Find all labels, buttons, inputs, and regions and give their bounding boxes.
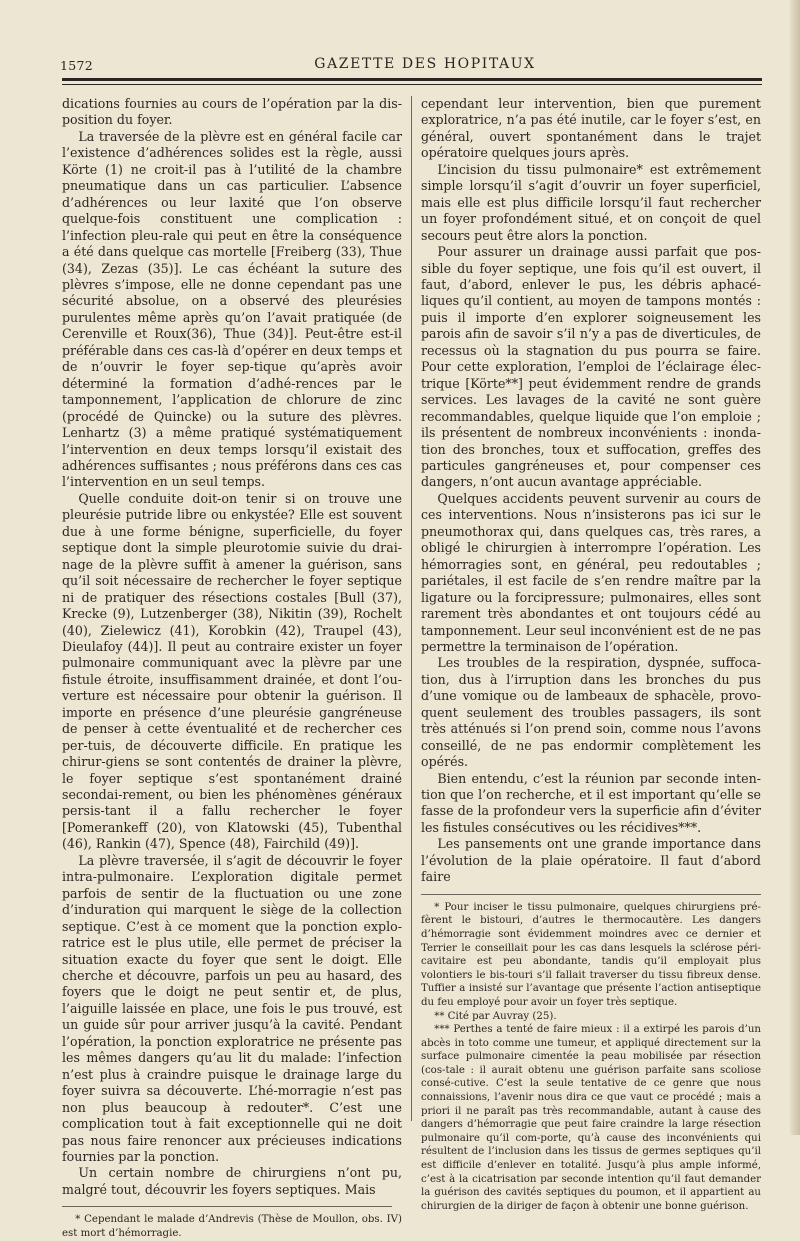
page-number: 1572 (60, 58, 94, 73)
paragraph: dications fournies au cours de l’opération par la dis-position du foyer. (62, 96, 402, 128)
header-rule-thin (62, 84, 762, 85)
running-title: GAZETTE DES HOPITAUX (314, 56, 536, 72)
paragraph: La plèvre traversée, il s’agit de découvrir le foyer intra-pulmonaire. L’exploration digitale permet parfois de sentir de la fluctuation ou une zone d’induration qui marquent le siège de la collection septique. C’est à ce moment que la ponction explo-ratrice est le plus utile, elle permet de préciser la situation exacte du foyer que sent le doigt. Elle cherche et découvre, parfois un peu au hasard, des foyers que le doigt ne peut sentir et, de plus, l’aiguille laissée en place, une fois le pus trouvé, est un guide sûr pour arriver jusqu’à la cavité. Pendant l’opération, la ponction exploratrice ne présente pas les mêmes dangers qu’au lit du malade: l’infection n’est plus à craindre puisque le drainage large du foyer suivra sa découverte. L’hé-morragie n’est pas non plus beaucoup à redouter*. C’est une complication tout à fait exceptionnelle qui ne doit pas nous faire renoncer aux précieuses indications fournies par la ponction. (62, 852, 402, 1164)
right-column (421, 96, 761, 1213)
paragraph: L’incision du tissu pulmonaire* est extrêmement simple lorsqu’il s’agit d’ouvrir un foyer superficiel, mais elle est plus difficile lorsqu’il faut rechercher un foyer profondément situé, et on conçoit de quel secours peut être alors la ponction. (421, 161, 761, 243)
footnote: * Pour inciser le tissu pulmonaire, quelques chirurgiens pré-fèrent le bistouri, d’autres le thermocautère. Les dangers d’hémorragie sont évidemment moindres avec ce dernier et Terrier le conseillait pour les cas dans lesquels la sclérose péri-cavitaire est peu abondante, tandis qu’il employait plus volontiers le bis-touri s’il fallait traverser du tissu fibreux dense. Tuffier a insisté sur l’avantage que présente l’action antiseptique du feu employé pour avoir un foyer très septique. (421, 901, 761, 1008)
left-footnotes (62, 1213, 402, 1240)
footnote: * Cependant le malade d’Andrevis (Thèse de Moullon, obs. IV) est mort d’hémorragie. (62, 1214, 402, 1239)
left-column (62, 96, 402, 1241)
header-rule-thick (62, 78, 762, 81)
right-column-body (421, 96, 761, 886)
left-column-body (62, 96, 402, 1198)
paragraph: Les pansements ont une grande importance dans l’évolution de la plaie opératoire. Il faut d’abord faire (421, 836, 761, 885)
footnote: *** Perthes a tenté de faire mieux : il a extirpé les parois d’un abcès in toto comme une tumeur, et appliqué directement sur la surface pulmonaire cimentée la peau mobilisée par résection (cos-tale : il aurait obtenu une guérison parfaite sans scoliose consé-cutive. C’est la seule tentative de ce genre que nous connaissions, l’avenir nous dira ce que vaut ce procédé ; mais a priori il ne paraît pas très recommandable, autant à cause des dangers d’hémorragie que peut faire craindre la large résection pulmonaire qu’il com-porte, qu’à cause des inconvénients qui résultent de l’inclusion dans les tissus de germes septiques qu’il est difficile d’enlever en totalité. Jusqu’à plus ample informé, c’est à la cicatrisation par seconde intention qu’il faut demander la guérison des cavités septiques du poumon, et il appartient au chirurgien de la diriger de façon à obtenir une bonne guérison. (421, 1024, 761, 1212)
paragraph: Les troubles de la respiration, dyspnée, suffoca-tion, dus à l’irruption dans les bronches du pus d’une vomique ou de lambeaux de sphacèle, provo-quent seulement des troubles passagers, ils sont très atténués si l’on prend soin, comme nous l’avons conseillé, de ne pas endormir complètement les opérés. (421, 655, 761, 770)
column-separator (411, 96, 412, 1121)
paragraph: Pour assurer un drainage aussi parfait que pos-sible du foyer septique, une fois qu’il est ouvert, il faut, d’abord, enlever le pus, les débris aphacé-liques qu’il contient, au moyen de tampons montés : puis il importe d’en explorer soigneusement les parois afin de savoir s’il n’y a pas de diverticules, de recessus où la stagnation du pus pourra se faire. Pour cette exploration, l’emploi de l’éclairage élec-trique [Körte**] peut évidemment rendre de grands services. Les lavages de la cavité ne sont guère recommandables, quelque liquide que l’on emploie ; ils présentent de nombreux inconvénients : inonda-tion des bronches, toux et suffocation, greffes des particules gangréneuses et, pour compenser ces dangers, n’ont aucun avantage appréciable. (421, 244, 761, 490)
paragraph: Un certain nombre de chirurgiens n’ont pu, malgré tout, découvrir les foyers septiques. Mais (62, 1165, 402, 1197)
footnote: ** Cité par Auvray (25). (434, 1010, 557, 1022)
page-edge (790, 0, 800, 1135)
paragraph: cependant leur intervention, bien que purement exploratrice, n’a pas été inutile, car le foyer s’est, en général, ouvert spontanément dans le trajet opératoire quelques jours après. (421, 96, 761, 161)
right-footnotes (421, 901, 761, 1214)
paragraph: Quelle conduite doit-on tenir si on trouve une pleurésie putride libre ou enkystée? Elle est souvent due à une forme bénigne, superficielle, du foyer septique dont la simple pleurotomie suivie du drai-nage de la plèvre suffit à amener la guérison, sans qu’il soit nécessaire de rechercher le foyer septique ni de pratiquer des résections costales [Bull (37), Krecke (9), Lutzenberger (38), Nikitin (39), Rochelt (40), Zielewicz (41), Korobkin (42), Traupel (43), Dieulafoy (44)]. Il peut au contraire exister un foyer pulmonaire communiquant avec la plèvre par une fistule étroite, insuffisamment drainée, et dont l’ou-verture est nécessaire pour obtenir la guérison. Il importe en présence d’une pleurésie gangréneuse de penser à cette éventualité et de rechercher ces per-tuis, de découverte difficile. En pratique les chirur-giens se sont contentés de drainer la plèvre, le foyer septique s’est spontanément drainé secondai-rement, ou bien les phénomènes généraux persis-tant il a fallu rechercher le foyer [Pomerankeff (20), von Klatowski (45), Tubenthal (46), Rankin (47), Spence (48), Fairchild (49)]. (62, 490, 402, 852)
paragraph: Bien entendu, c’est la réunion par seconde inten-tion que l’on recherche, et il est important qu’elle se fasse de la profondeur vers la superficie afin d’éviter les fistules consécutives ou les récidives***. (421, 770, 761, 835)
paragraph: Quelques accidents peuvent survenir au cours de ces interventions. Nous n’insisterons pas ici sur le pneumothorax qui, dans quelques cas, très rares, a obligé le chirurgien à interrompre l’opération. Les hémorragies sont, en général, peu redoutables ; pariétales, il est facile de s’en rendre maître par la ligature ou la forcipressure; pulmonaires, elles sont rarement très abondantes et ont toujours cédé au tamponnement. Leur seul inconvénient est de ne pas permettre la terminaison de l’opération. (421, 490, 761, 654)
paragraph: La traversée de la plèvre est en général facile car l’existence d’adhérences solides est la règle, aussi Körte (1) ne croit-il pas à l’utilité de la chambre pneumatique dans un cas particulier. L’absence d’adhérences ou leur laxité que l’on observe quelque-fois constituent une complication : l’infection pleu-rale qui peut en être la conséquence a été dans quelque cas mortelle [Freiberg (33), Thue (34), Zezas (35)]. Le cas échéant la suture des plèvres s’impose, elle ne donne cependant pas une sécurité absolue, on a observé des pleurésies purulentes même après qu’on l’avait pratiquée (de Cerenville et Roux(36), Thue (34)]. Peut-être est-il préférable dans ces cas-là d’opérer en deux temps et de n’ouvrir le foyer sep-tique qu’après avoir déterminé la formation d’adhé-rences par le tamponnement, l’application de chlorure de zinc (procédé de Quincke) ou la suture des plèvres. Lenhartz (3) a même pratiqué systématiquement l’intervention en deux temps lorsqu’il existait des adhérences suffisantes ; nous préférons dans ces cas l’intervention en un seul temps. (62, 128, 402, 490)
